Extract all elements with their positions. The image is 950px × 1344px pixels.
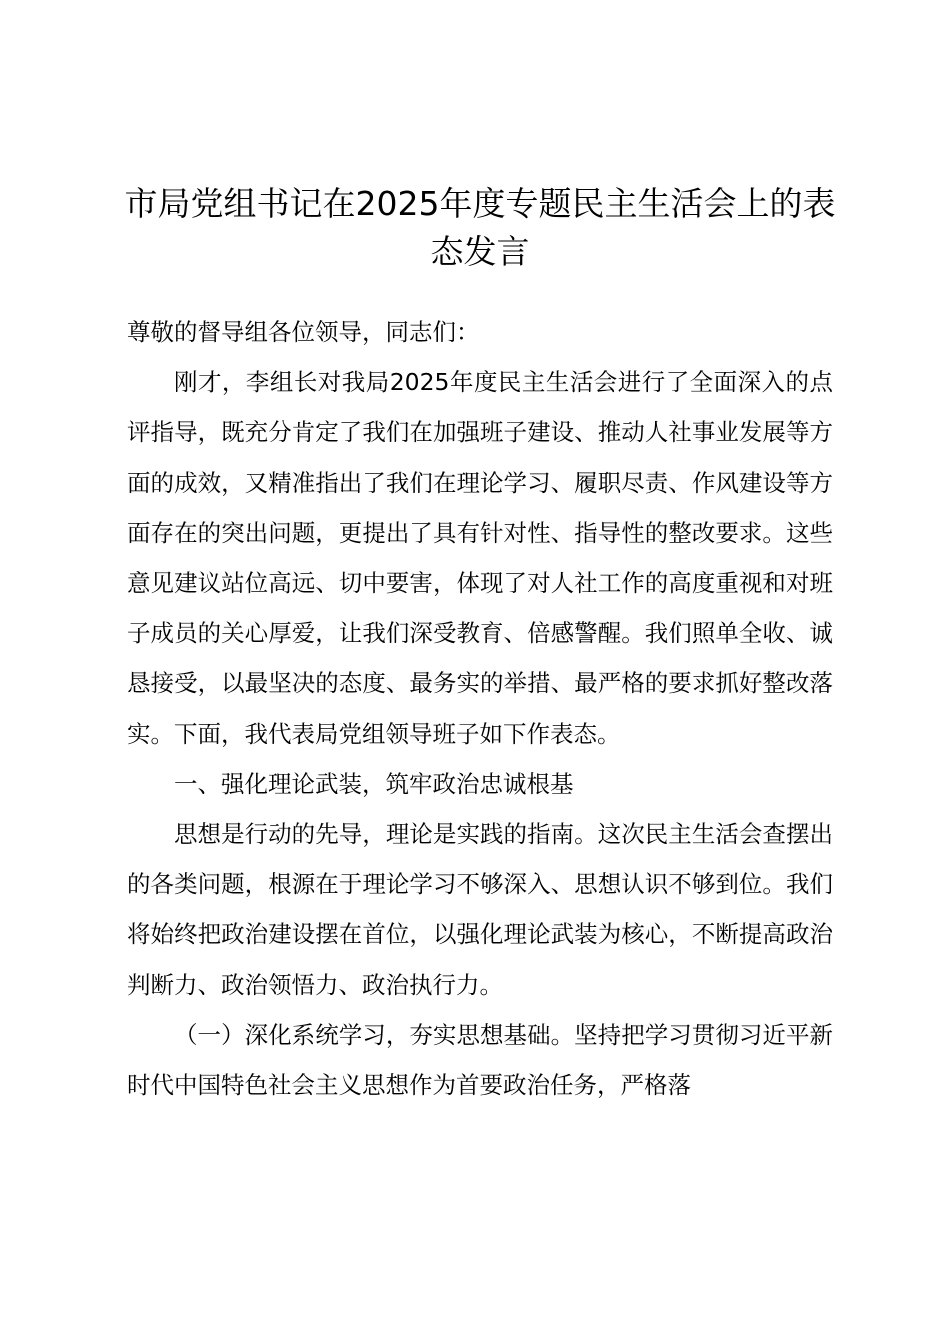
paragraph-subsection-1: （一）深化系统学习，夯实思想基础。坚持把学习贯彻习近平新时代中国特色社会主义思想作为首要政治任务，严格落 [127, 1020, 833, 1100]
section-heading-1: 一、强化理论武装，筑牢政治忠诚根基 [174, 769, 574, 798]
document-body [127, 307, 833, 1110]
salutation: 尊敬的督导组各位领导，同志们： [127, 318, 480, 346]
document-title: 市局党组书记在2025年度专题民主生活会上的表态发言 [124, 184, 836, 271]
paragraph-section-1-intro: 思想是行动的先导，理论是实践的指南。这次民主生活会查摆出的各类问题，根源在于理论学习不够深入、思想认识不够到位。我们将始终把政治建设摆在首位，以强化理论武装为核心，不断提高政治判断力、政治领悟力、政治执行力。 [127, 820, 833, 999]
paragraph-opening: 刚才，李组长对我局2025年度民主生活会进行了全面深入的点评指导，既充分肯定了我们在加强班子建设、推动人社事业发展等方面的成效，又精准指出了我们在理论学习、履职尽责、作风建设等方面存在的突出问题，更提出了具有针对性、指导性的整改要求。这些意见建议站位高远、切中要害，体现了对人社工作的高度重视和对班子成员的关心厚爱，让我们深受教育、倍感警醒。我们照单全收、诚恳接受，以最坚决的态度、最务实的举措、最严格的要求抓好整改落实。下面，我代表局党组领导班子如下作表态。 [127, 368, 833, 748]
